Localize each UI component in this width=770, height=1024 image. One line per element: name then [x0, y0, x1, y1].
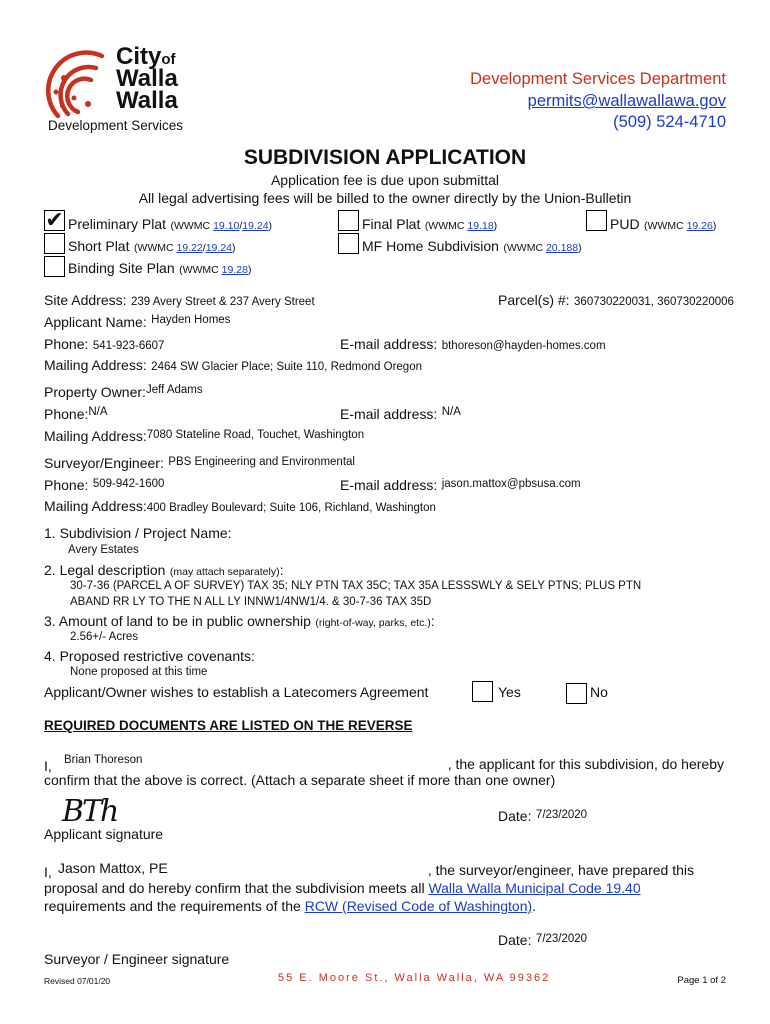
dept-name: Development Services Department: [470, 70, 726, 88]
checkbox-pud[interactable]: [586, 210, 607, 231]
owner-phone-row: [44, 406, 108, 424]
checkbox-final-plat[interactable]: [338, 210, 359, 231]
code-suffix: ): [268, 220, 273, 232]
owner-mail-field[interactable]: 7080 Stateline Road, Touchet, Washington: [146, 429, 365, 441]
parcel-label: Parcel(s) #:: [498, 292, 570, 308]
owner-mail-label: Mailing Address:: [44, 428, 147, 444]
q4-field[interactable]: None proposed at this time: [70, 666, 208, 678]
owner-name-row: [44, 384, 203, 402]
q3-field[interactable]: 2.56+/- Acres: [70, 631, 139, 643]
wwmc-19-40-link[interactable]: Walla Walla Municipal Code 19.40: [428, 880, 641, 896]
applicant-mail-label: Mailing Address:: [44, 357, 147, 373]
q2-field-line2[interactable]: ABAND RR LY TO THE N ALL LY INNW1/4NW1/4. & 30-7-36 TAX 35D: [70, 596, 432, 608]
cert2-text3b: .: [532, 898, 537, 914]
checkbox-latecomers-yes[interactable]: [472, 681, 493, 702]
fee-notice: Application fee is due upon submittal: [270, 172, 500, 188]
surveyor-email-row: [340, 477, 581, 495]
surveyor-signature-label: Surveyor / Engineer signature: [44, 951, 230, 967]
wwmc-19-18-link[interactable]: 19.18: [467, 220, 494, 232]
surveyor-mail-row: [44, 498, 436, 516]
applicant-name-label: Applicant Name:: [44, 314, 147, 330]
cert2-text1: , the surveyor/engineer, have prepared this: [427, 862, 694, 878]
owner-email-label: E-mail address:: [340, 406, 438, 422]
code-prefix: (WWMC: [503, 242, 546, 254]
type-binding-site-plan: [68, 260, 251, 278]
cert1-name-field[interactable]: Brian Thoreson: [64, 754, 143, 766]
code-prefix: (WWMC: [179, 264, 222, 276]
dept-phone: (509) 524-4710: [613, 113, 726, 131]
applicant-phone-label: Phone:: [44, 336, 89, 352]
site-address-row: [44, 292, 315, 310]
owner-name-field[interactable]: Jeff Adams: [145, 384, 203, 396]
final-plat-label: Final Plat: [362, 216, 421, 232]
surveyor-phone-row: [44, 477, 164, 495]
q2-label: 2. Legal description: [44, 562, 166, 578]
logo-subtitle: Development Services: [48, 118, 184, 133]
applicant-mail-field[interactable]: 2464 SW Glacier Place; Suite 110, Redmond Oregon: [151, 361, 422, 373]
cert2-i: I,: [44, 864, 52, 880]
checkbox-binding-site-plan[interactable]: [44, 256, 65, 277]
surveyor-phone-field[interactable]: 509-942-1600: [92, 478, 165, 490]
short-plat-label: Short Plat: [68, 238, 130, 254]
footer-address: 55 E. Moore St., Walla Walla, WA 99362: [278, 972, 551, 984]
owner-mail-row: [44, 428, 364, 446]
revised-date: Revised 07/01/20: [44, 976, 111, 986]
code-suffix: ): [247, 264, 252, 276]
surveyor-email-field[interactable]: jason.mattox@pbsusa.com: [441, 478, 581, 490]
q3-label: 3. Amount of land to be in public ownership: [44, 613, 311, 629]
owner-email-row: [340, 406, 461, 424]
cert1-i: I,: [44, 758, 52, 774]
q4-label: 4. Proposed restrictive covenants:: [44, 648, 255, 664]
type-final-plat: [362, 216, 497, 234]
surveyor-email-label: E-mail address:: [340, 477, 438, 493]
binding-site-plan-code: [179, 264, 251, 276]
code-prefix: (WWMC: [644, 220, 687, 232]
logo-city: City: [116, 43, 162, 70]
type-preliminary-plat: [68, 216, 272, 234]
owner-phone-field[interactable]: N/A: [88, 406, 108, 418]
wwmc-19-24-link[interactable]: 19.24: [205, 242, 232, 254]
checkbox-preliminary-plat[interactable]: [44, 207, 65, 232]
owner-name-label: Property Owner:: [44, 384, 146, 400]
wwmc-19-10-link[interactable]: 19.10: [213, 220, 240, 232]
preliminary-plat-label: Preliminary Plat: [68, 216, 167, 232]
code-sep: /: [202, 242, 206, 254]
cert2-line3: [44, 898, 536, 914]
code-prefix: (WWMC: [133, 242, 177, 254]
city-logo: [44, 44, 204, 139]
checkbox-mf-home-subdivision[interactable]: [338, 233, 359, 254]
code-suffix: ): [578, 242, 582, 254]
cert1-date-label: Date:: [498, 808, 532, 824]
surveyor-name-row: [44, 455, 355, 473]
site-address-label: Site Address:: [44, 292, 127, 308]
wwmc-19-28-link[interactable]: 19.28: [221, 264, 248, 276]
page-title: SUBDIVISION APPLICATION: [243, 146, 527, 169]
logo-walla-1: Walla: [116, 65, 178, 92]
advertising-notice: All legal advertising fees will be billed to the owner directly by the Union-Bulletin: [138, 190, 632, 206]
applicant-signature-image: BTh: [62, 794, 118, 829]
type-pud: [610, 216, 716, 234]
cert2-text2a: proposal and do hereby confirm that the subdivision meets all: [44, 880, 429, 896]
cert2-date-field[interactable]: 7/23/2020: [535, 933, 588, 945]
type-short-plat: [68, 238, 236, 256]
required-docs-heading: REQUIRED DOCUMENTS ARE LISTED ON THE REVERSE: [44, 718, 413, 733]
code-sep: /: [239, 220, 243, 232]
logo-walla-2: Walla: [116, 87, 178, 114]
applicant-signature-label: Applicant signature: [44, 826, 164, 842]
surveyor-mail-label: Mailing Address:: [44, 498, 147, 514]
checkbox-short-plat[interactable]: [44, 233, 65, 254]
cert2-date-row: [498, 932, 587, 950]
wwmc-20-188-link[interactable]: 20.188: [545, 242, 579, 254]
pud-code: [644, 220, 716, 232]
surveyor-mail-field[interactable]: 400 Bradley Boulevard; Suite 106, Richland, Washington: [146, 502, 436, 514]
applicant-email-label: E-mail address:: [340, 336, 438, 352]
page-number: Page 1 of 2: [677, 975, 726, 986]
owner-email-field[interactable]: N/A: [441, 406, 461, 418]
surveyor-phone-label: Phone:: [44, 477, 89, 493]
surveyor-name-field[interactable]: PBS Engineering and Environmental: [168, 456, 355, 468]
q1-label: 1. Subdivision / Project Name:: [44, 525, 232, 541]
q2-row: [44, 562, 283, 580]
cert2-name-field[interactable]: Jason Mattox, PE: [58, 860, 168, 876]
parcel-row: [498, 292, 734, 310]
cert1-text1: , the applicant for this subdivision, do hereby: [447, 756, 724, 772]
wwmc-19-26-link[interactable]: 19.26: [686, 220, 713, 232]
type-mf-home-subdivision: [362, 238, 582, 256]
code-suffix: ): [493, 220, 498, 232]
final-plat-code: [425, 220, 497, 232]
code-suffix: ): [232, 242, 236, 254]
wwmc-19-24-link[interactable]: 19.24: [242, 220, 269, 232]
applicant-mail-row: [44, 357, 422, 375]
q1-field[interactable]: Avery Estates: [68, 544, 139, 556]
site-address-field[interactable]: 239 Avery Street & 237 Avery Street: [130, 296, 315, 308]
binding-site-plan-label: Binding Site Plan: [68, 260, 175, 276]
owner-phone-label: Phone:: [44, 406, 89, 422]
applicant-name-row: [44, 314, 230, 332]
applicant-name-field[interactable]: Hayden Homes: [151, 314, 231, 326]
dept-email-link[interactable]: permits@wallawallawa.gov: [527, 92, 726, 110]
applicant-email-row: [340, 336, 606, 354]
applicant-phone-field[interactable]: 541-923-6607: [92, 340, 165, 352]
wwmc-19-22-link[interactable]: 19.22: [176, 242, 203, 254]
checkbox-latecomers-no[interactable]: [566, 683, 587, 704]
cert1-date-row: [498, 808, 587, 826]
logo-of: of: [161, 51, 176, 68]
cert2-line2: [44, 880, 641, 896]
latecomers-yes-label: Yes: [498, 684, 521, 700]
short-plat-code: [134, 242, 236, 254]
surveyor-name-label: Surveyor/Engineer:: [44, 455, 164, 471]
cert1-date-field[interactable]: 7/23/2020: [535, 809, 588, 821]
applicant-email-field[interactable]: bthoreson@hayden-homes.com: [441, 340, 606, 352]
cert2-date-label: Date:: [498, 932, 532, 948]
code-suffix: ): [712, 220, 717, 232]
q3-note: (right-of-way, parks, etc.): [315, 617, 431, 629]
cert1-text2: confirm that the above is correct. (Attach a separate sheet if more than one owner): [44, 772, 556, 788]
check-icon: ✔: [45, 207, 64, 232]
mf-home-subdivision-label: MF Home Subdivision: [362, 238, 499, 254]
q2-field-line1[interactable]: 30-7-36 (PARCEL A OF SURVEY) TAX 35; NLY PTN TAX 35C; TAX 35A LESSSWLY & SELY PTNS; PLUS PTN: [70, 580, 642, 592]
code-prefix: (WWMC: [170, 220, 214, 232]
parcel-field[interactable]: 360730220031, 360730220006: [574, 296, 734, 308]
latecomers-label: Applicant/Owner wishes to establish a Latecomers Agreement: [44, 684, 429, 700]
q2-colon: :: [279, 562, 284, 578]
preliminary-plat-code: [170, 220, 272, 232]
pud-label: PUD: [610, 216, 640, 232]
q3-row: [44, 613, 435, 631]
latecomers-no-label: No: [590, 684, 608, 700]
q2-note: (may attach separately): [169, 566, 280, 578]
applicant-phone-row: [44, 336, 164, 354]
mf-home-subdivision-code: [503, 242, 581, 254]
code-prefix: (WWMC: [424, 220, 468, 232]
q3-colon: :: [430, 613, 435, 629]
cert2-text3a: requirements and the requirements of the: [44, 898, 305, 914]
rcw-link[interactable]: RCW (Revised Code of Washington): [304, 898, 533, 914]
